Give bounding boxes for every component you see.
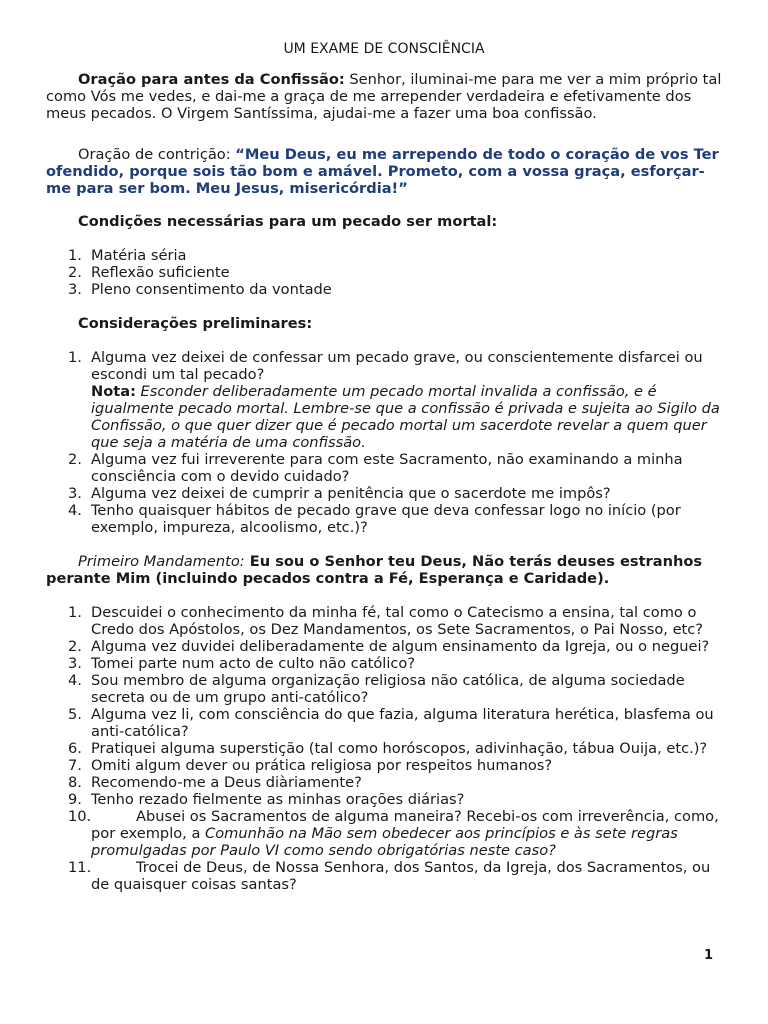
list-item: 1. Matéria séria [68, 247, 187, 264]
list-item: 5. Alguma vez li, com consciência do que fazia, alguma literatura herética, blasfema ou anti-católica? [68, 706, 714, 740]
contrition-text: “Meu Deus, eu me arrependo de todo o coração de vos Ter ofendido, porque sois tão bom e amável. Prometo, com a vossa graça, esforçar-me para ser bom. Meu Jesus, misericórdia!” [46, 146, 719, 197]
first-commandment-label: Primeiro Mandamento: [78, 553, 245, 570]
first-commandment-list [68, 604, 728, 893]
list-item: 3. Alguma vez deixei de cumprir a penitência que o sacerdote me impôs? [68, 485, 611, 502]
prayer-before-text: Senhor, iluminai-me para me ver a mim próprio tal como Vós me vedes, e dai-me a graça de me arrepender verdadeira e efetivamente dos meus pecados. O Virgem Santíssima, ajudai-me a fazer uma boa confissão. [46, 71, 722, 122]
list-item: 1. Alguma vez deixei de confessar um pecado grave, ou conscientemente disfarcei ou escondi um tal pecado? Nota: Esconder deliberadamente um pecado mortal invalida a confissão, e é igualmente pecado mortal. Lembre-se que a confissão é privada e sujeita ao Sigilo da Confissão, o que quer dizer que é pecado mortal um sacerdote revelar a quem quer que seja a matéria de uma confissão. [68, 349, 720, 451]
conditions-list [68, 247, 728, 298]
first-commandment-text: Eu sou o Senhor teu Deus, Não terás deuses estranhos perante Mim (incluindo pecados contra a Fé, Esperança e Caridade). [46, 553, 703, 587]
conditions-heading: Condições necessárias para um pecado ser mortal: [78, 213, 498, 230]
list-item: 2. Alguma vez fui irreverente para com este Sacramento, não examinando a minha consciência com o devido cuidado? [68, 451, 683, 485]
list-item: 6. Pratiquei alguma superstição (tal como horóscopos, adivinhação, tábua Ouija, etc.)? [68, 740, 708, 757]
contrition-prayer [46, 146, 726, 197]
list-item: 11. Trocei de Deus, de Nossa Senhora, dos Santos, da Igreja, dos Sacramentos, ou de quaisquer coisas santas? [68, 859, 711, 893]
preliminary-heading: Considerações preliminares: [78, 315, 313, 332]
list-item: 4. Sou membro de alguma organização religiosa não católica, de alguma sociedade secreta ou de um grupo anti-católico? [68, 672, 685, 706]
prayer-before-label: Oração para antes da Confissão: [78, 71, 345, 88]
page-number: 1 [704, 948, 714, 963]
list-item: 3. Tomei parte num acto de culto não católico? [68, 655, 416, 672]
note-text: Esconder deliberadamente um pecado mortal invalida a confissão, e é igualmente pecado mortal. Lembre-se que a confissão é privada e sujeita ao Sigilo da Confissão, o que quer dizer que é pecado mortal um sacerdote revelar a quem quer que seja a matéria de uma confissão. [91, 383, 720, 451]
list-item: 3. Pleno consentimento da vontade [68, 281, 332, 298]
first-commandment-heading [46, 553, 726, 587]
page-title: UM EXAME DE CONSCIÊNCIA [283, 41, 485, 57]
list-item: 7. Omiti algum dever ou prática religiosa por respeitos humanos? [68, 757, 553, 774]
prayer-before-confession [46, 71, 726, 122]
list-item: 2. Alguma vez duvidei deliberadamente de algum ensinamento da Igreja, ou o neguei? [68, 638, 710, 655]
list-item: 1. Descuidei o conhecimento da minha fé, tal como o Catecismo a ensina, tal como o Credo dos Apóstolos, os Dez Mandamentos, os Sete Sacramentos, o Pai Nosso, etc? [68, 604, 704, 638]
list-item: 4. Tenho quaisquer hábitos de pecado grave que deva confessar logo no início (por exemplo, impureza, alcoolismo, etc.)? [68, 502, 681, 536]
note-label: Nota: [91, 383, 136, 400]
list-item: 8. Recomendo-me a Deus diàriamente? [68, 774, 362, 791]
list-item: 9. Tenho rezado fielmente as minhas orações diárias? [68, 791, 465, 808]
list-item: 2. Reflexão suficiente [68, 264, 230, 281]
preliminary-list [68, 349, 728, 536]
contrition-label: Oração de contrição: [78, 146, 236, 163]
list-item: 10. Abusei os Sacramentos de alguma maneira? Recebi-os com irreverência, como, por exemplo, a Comunhão na Mão sem obedecer aos princípios e às sete regras promulgadas por Paulo VI como sendo obrigatórias neste caso? [68, 808, 719, 859]
